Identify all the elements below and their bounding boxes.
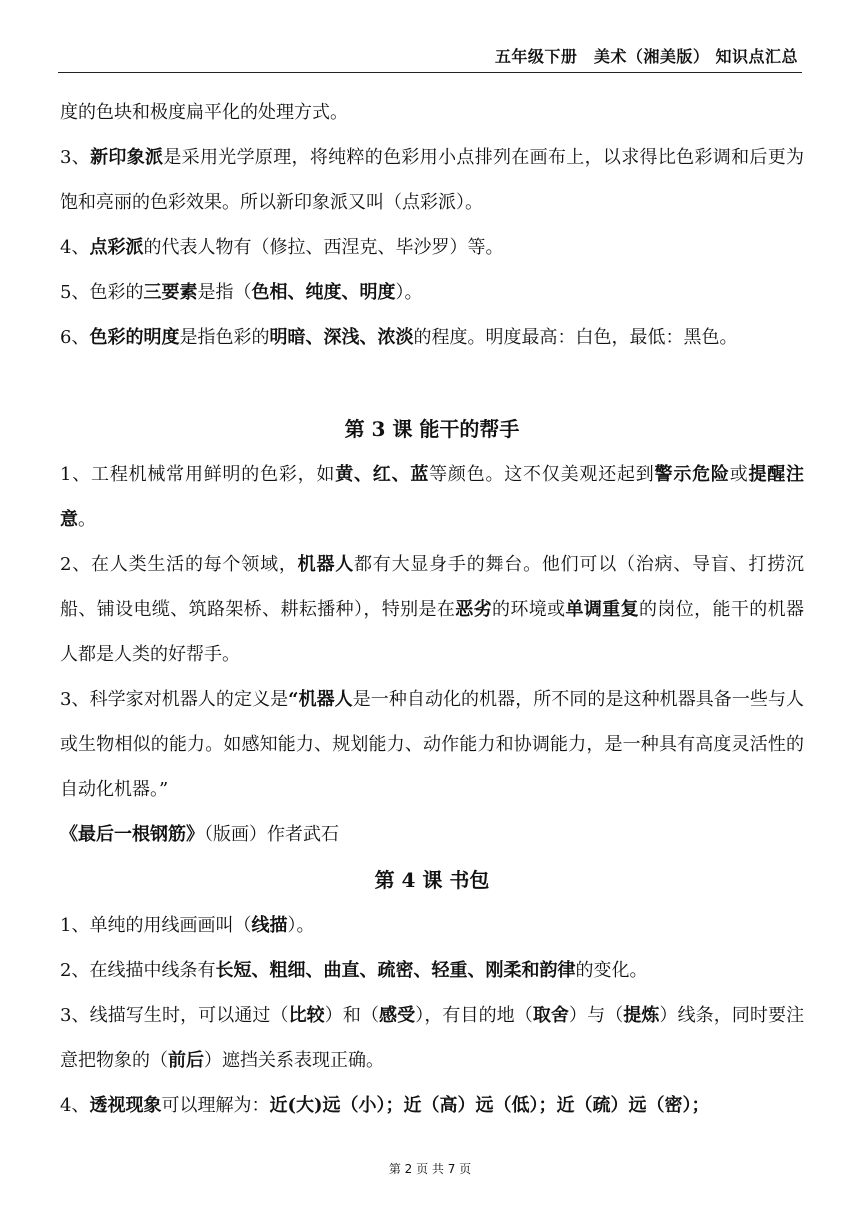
lesson-3-title: 第 3 课 能干的帮手 (344, 417, 520, 441)
header-divider (58, 72, 802, 73)
lesson-4-item-2: 2、在线描中线条有长短、粗细、曲直、疏密、轻重、刚柔和韵律的变化。 (60, 960, 648, 981)
lesson-4-item-3: 3、线描写生时，可以通过（比较）和（感受），有目的地（取舍）与（提炼）线条，同时要注意把物象的（前后）遮挡关系表现正确。 (60, 1005, 805, 1071)
item-color-value: 6、色彩的明度是指色彩的明暗、深浅、浓淡的程度。明度最高：白色，最低：黑色。 (60, 327, 738, 348)
paragraph-continuation: 度的色块和极度扁平化的处理方式。 (60, 102, 348, 123)
item-pointillism: 4、点彩派的代表人物有（修拉、西涅克、毕沙罗）等。 (60, 237, 504, 258)
lesson-4-title: 第 4 课 书包 (374, 868, 490, 892)
page-footer: 第 2 页 共 7 页 (388, 1162, 472, 1176)
lesson-3-item-1: 1、工程机械常用鲜明的色彩，如黄、红、蓝等颜色。这不仅美观还起到警示危险或提醒注意。 (60, 464, 805, 530)
item-color-elements: 5、色彩的三要素是指（色相、纯度、明度）。 (60, 282, 423, 303)
lesson-4-item-4: 4、透视现象可以理解为：近(大)远（小）；近（高）远（低）；近（疏）远（密）； (60, 1095, 710, 1116)
lesson-3-artwork: 《最后一根钢筋》（版画）作者武石 (60, 824, 339, 845)
page-header: 五年级下册 美术（湘美版） 知识点汇总 (494, 47, 798, 66)
lesson-4-item-1: 1、单纯的用线画画叫（线描）。 (60, 915, 315, 936)
document-body (60, 90, 804, 1128)
lesson-3-item-3: 3、科学家对机器人的定义是“机器人是一种自动化的机器，所不同的是这种机器具备一些与人或生物相似的能力。如感知能力、规划能力、动作能力和协调能力，是一种具有高度灵活性的自动化机器。” (60, 689, 805, 800)
item-neo-impressionism: 3、新印象派是采用光学原理，将纯粹的色彩用小点排列在画布上，以求得比色彩调和后更为饱和亮丽的色彩效果。所以新印象派又叫（点彩派）。 (60, 147, 805, 213)
lesson-3-item-2: 2、在人类生活的每个领域，机器人都有大显身手的舞台。他们可以（治病、导盲、打捞沉船、铺设电缆、筑路架桥、耕耘播种），特别是在恶劣的环境或单调重复的岗位，能干的机器人都是人类的好帮手。 (60, 554, 805, 665)
